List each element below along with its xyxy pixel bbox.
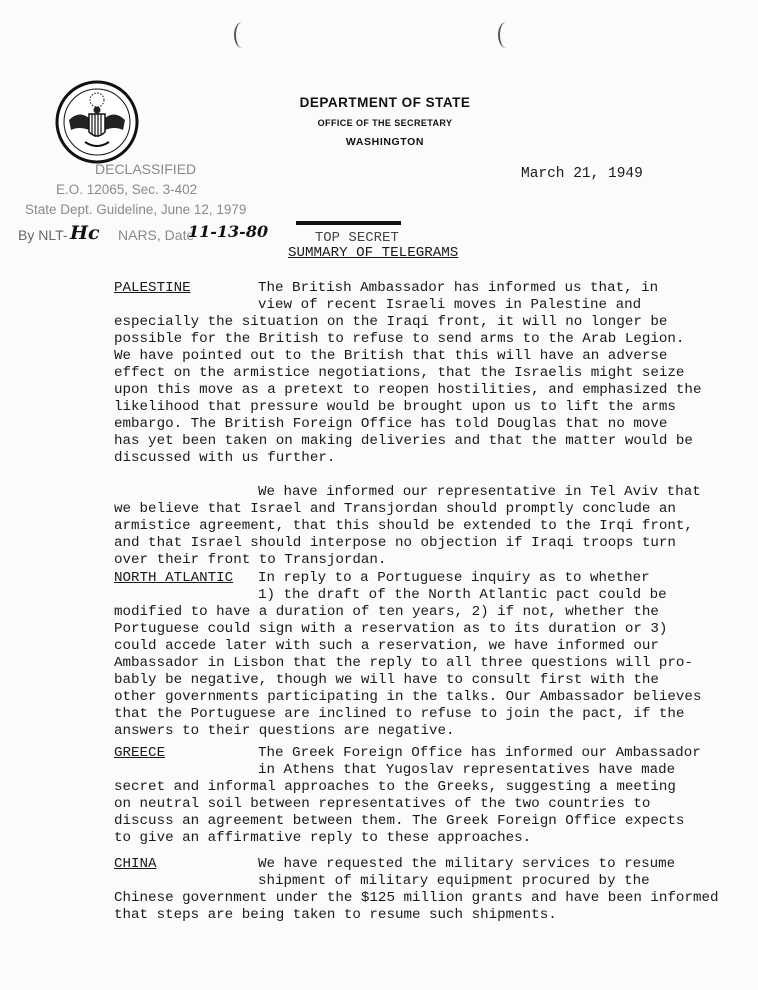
china-line: Chinese government under the $125 million grants and have been informed <box>114 890 719 906</box>
north-atlantic-line: answers to their questions are negative. <box>114 723 455 739</box>
north-atlantic-line: bably be negative, though we will have to consult first with the <box>114 672 659 688</box>
north-atlantic-line: In reply to a Portuguese inquiry as to whether <box>258 570 650 586</box>
palestine-line: likelihood that pressure would be brought upon us to lift the arms <box>114 399 676 415</box>
palestine-line: has yet been taken on making deliveries and that the matter would be <box>114 433 693 449</box>
palestine-para2-line: and that Israel should interpose no objection if Iraqi troops turn <box>114 535 676 551</box>
declassified-label: DECLASSIFIED <box>95 161 197 177</box>
struck-classification: TOP SECRET <box>298 214 399 262</box>
china-line: shipment of military equipment procured by the <box>258 873 650 889</box>
north-atlantic-line: modified to have a duration of ten years, 2) if not, whether the <box>114 604 659 620</box>
document-title: SUMMARY OF TELEGRAMS <box>288 245 459 261</box>
north-atlantic-line: other governments participating in the talks. Our Ambassador believes <box>114 689 702 705</box>
office-subtitle: OFFICE OF THE SECRETARY <box>317 118 453 128</box>
palestine-para2-line: armistice agreement, that this should be extended to the Irqi front, <box>114 518 693 534</box>
greece-line: secret and informal approaches to the Greeks, suggesting a meeting <box>114 779 676 795</box>
greece-line: in Athens that Yugoslav representatives have made <box>258 762 676 778</box>
declassified-nars: NARS, Date <box>118 227 195 243</box>
china-line: that steps are being taken to resume such shipments. <box>114 907 557 923</box>
china-line: We have requested the military services to resume <box>258 856 676 872</box>
palestine-line: possible for the British to refuse to send arms to the Arab Legion. <box>114 331 685 347</box>
department-seal-icon <box>55 80 139 164</box>
palestine-line: The British Ambassador has informed us that, in <box>258 280 659 296</box>
palestine-line: embargo. The British Foreign Office has told Douglas that no move <box>114 416 668 432</box>
palestine-line: upon this move as a pretext to reopen hostilities, and emphasized the <box>114 382 702 398</box>
section-heading-greece: GREECE <box>114 745 166 761</box>
greece-line: discuss an agreement between them. The Greek Foreign Office expects <box>114 813 685 829</box>
punch-hole-right <box>498 22 514 48</box>
declassified-date: 11-13-80 <box>188 222 269 241</box>
north-atlantic-line: Portuguese could sign with a reservation as to its duration or 3) <box>114 621 668 637</box>
section-heading-china: CHINA <box>114 856 157 872</box>
palestine-para2-line: We have informed our representative in Tel Aviv that <box>258 484 701 500</box>
palestine-line: discussed with us further. <box>114 450 336 466</box>
punch-hole-left <box>234 22 250 48</box>
greece-line: The Greek Foreign Office has informed our Ambassador <box>258 745 701 761</box>
declassified-eo: E.O. 12065, Sec. 3-402 <box>56 182 198 197</box>
north-atlantic-line: could accede later with such a reservation, we have informed our <box>114 638 659 654</box>
declassified-initials: Hc <box>70 222 100 244</box>
palestine-line: especially the situation on the Iraqi front, it will no longer be <box>114 314 668 330</box>
declassified-guideline: State Dept. Guideline, June 12, 1979 <box>25 202 247 217</box>
palestine-para2-line: over their front to Transjordan. <box>114 552 387 568</box>
city-subtitle: WASHINGTON <box>345 136 425 148</box>
greece-line: to give an affirmative reply to these approaches. <box>114 830 532 846</box>
palestine-para2-line: we believe that Israel and Transjordan should promptly conclude an <box>114 501 676 517</box>
palestine-line: view of recent Israeli moves in Palestine and <box>258 297 642 313</box>
palestine-line: effect on the armistice negotiations, that the Israelis might seize <box>114 365 685 381</box>
memo-date: March 21, 1949 <box>521 166 643 182</box>
declassified-by: By NLT- <box>18 227 68 243</box>
north-atlantic-line: 1) the draft of the North Atlantic pact could be <box>258 587 667 603</box>
greece-line: on neutral soil between representatives of the two countries to <box>114 796 651 812</box>
section-heading-north-atlantic: NORTH ATLANTIC <box>114 570 234 586</box>
north-atlantic-line: that the Portuguese are inclined to refuse to join the pact, if the <box>114 706 685 722</box>
palestine-line: We have pointed out to the British that this will have an adverse <box>114 348 668 364</box>
north-atlantic-line: Ambassador in Lisbon that the reply to all three questions will pro- <box>114 655 693 671</box>
department-title: DEPARTMENT OF STATE <box>299 95 471 110</box>
section-heading-palestine: PALESTINE <box>114 280 191 296</box>
